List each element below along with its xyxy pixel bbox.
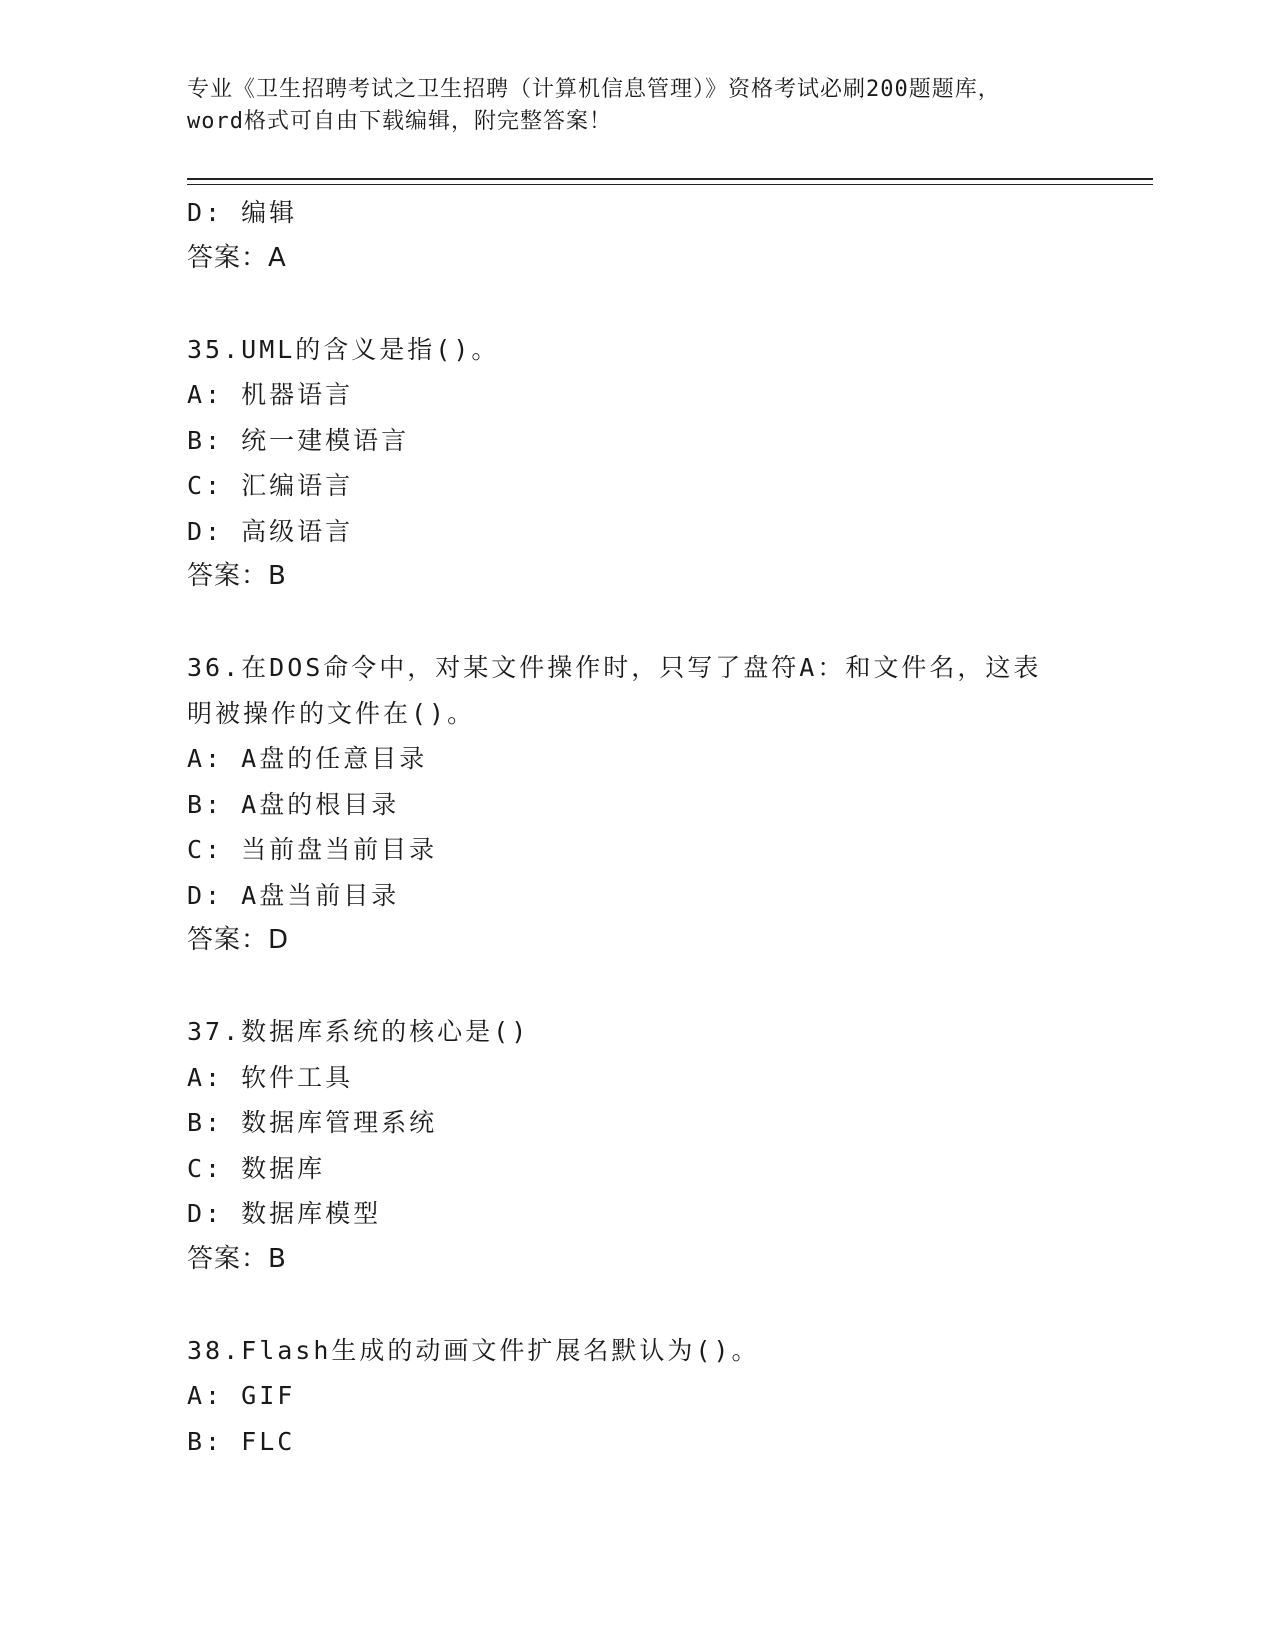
question-36	[187, 645, 1087, 964]
option-d: D: A盘当前目录	[187, 880, 400, 910]
spacer	[187, 964, 1087, 1010]
question-stem: 35.UML的含义是指()。	[187, 334, 500, 364]
option-c: C: 汇编语言	[187, 471, 354, 500]
option-d: D: 数据库模型	[187, 1199, 382, 1228]
option-c: C: 数据库	[187, 1153, 326, 1183]
spacer	[187, 281, 1087, 327]
question-37	[187, 1009, 1087, 1282]
answer-line: 答案：A	[187, 242, 287, 273]
question-35	[187, 327, 1087, 600]
answer-line: 答案：D	[187, 925, 290, 955]
option-b: B: FLC	[187, 1426, 296, 1456]
option-a: A: 软件工具	[187, 1062, 354, 1092]
option-b: B: 数据库管理系统	[187, 1108, 438, 1137]
option-b: B: 统一建模语言	[187, 425, 410, 455]
option-d: D: 编辑	[187, 198, 298, 227]
header-divider-thin	[187, 184, 1153, 185]
header-divider-thick	[187, 178, 1153, 180]
question-content	[187, 190, 1087, 1464]
spacer	[187, 600, 1087, 646]
option-c: C: 当前盘当前目录	[187, 835, 438, 864]
header-title-line-2: word格式可自由下载编辑，附完整答案！	[187, 109, 612, 134]
option-a: A: 机器语言	[187, 380, 354, 409]
option-a: A: GIF	[187, 1381, 296, 1410]
header-title-line-1: 专业《卫生招聘考试之卫生招聘（计算机信息管理）》资格考试必刷200题题库，	[187, 77, 1001, 102]
answer-line: 答案：B	[187, 1243, 287, 1274]
option-a: A: A盘的任意目录	[187, 744, 428, 773]
question-stem: 37.数据库系统的核心是()	[187, 1017, 530, 1046]
question-stem: 36.在DOS命令中，对某文件操作时，只写了盘符A：和文件名，这表	[187, 653, 1042, 682]
question-stem: 38.Flash生成的动画文件扩展名默认为()。	[187, 1335, 760, 1365]
previous-question-tail	[187, 190, 1087, 281]
answer-line: 答案：B	[187, 561, 287, 591]
document-header	[187, 74, 1087, 138]
question-38	[187, 1328, 1087, 1465]
spacer	[187, 1282, 1087, 1328]
option-b: B: A盘的根目录	[187, 789, 400, 819]
option-d: D: 高级语言	[187, 516, 354, 546]
question-stem-continued: 明被操作的文件在()。	[187, 698, 476, 728]
